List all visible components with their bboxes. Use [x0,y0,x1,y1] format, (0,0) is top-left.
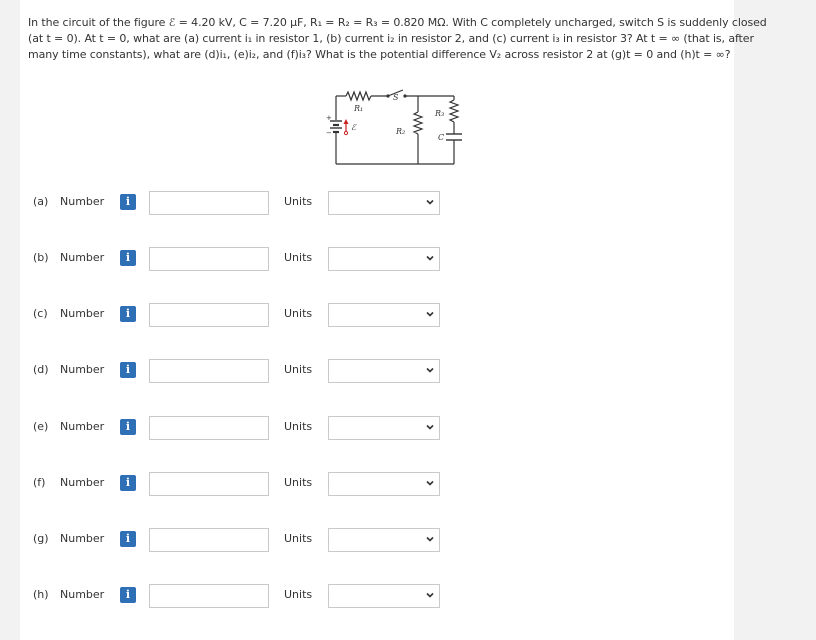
number-label: Number [60,420,105,433]
units-select[interactable] [328,247,440,271]
info-icon[interactable]: i [120,194,136,210]
number-label: Number [60,307,105,320]
units-select[interactable] [328,303,440,327]
number-label: Number [60,588,105,601]
units-select[interactable] [328,191,440,215]
part-letter: (g) [33,532,49,545]
minus-label: − [326,129,332,137]
number-input[interactable] [149,416,269,440]
part-letter: (b) [33,251,49,264]
info-icon[interactable]: i [120,362,136,378]
r3-resistor [450,100,458,122]
circuit-diagram [306,86,476,172]
question-line-3: many time constants), what are (d)i₁, (e)i₂, and (f)i₃? What is the potential difference V₂ across resistor 2 at (g)t = 0 and (h)t = ∞? [28,48,731,61]
part-letter: (c) [33,307,48,320]
part-letter: (a) [33,195,49,208]
units-select[interactable] [328,528,440,552]
units-label: Units [284,363,313,376]
units-select[interactable] [328,472,440,496]
answer-row [20,472,734,496]
units-label: Units [284,420,313,433]
chevron-down-icon [425,365,435,375]
units-select[interactable] [328,359,440,383]
number-input[interactable] [149,191,269,215]
number-label: Number [60,195,105,208]
question-text [28,15,767,63]
info-icon[interactable]: i [120,306,136,322]
units-select[interactable] [328,584,440,608]
units-label: Units [284,532,313,545]
answer-row [20,416,734,440]
units-label: Units [284,251,313,264]
number-input[interactable] [149,303,269,327]
number-label: Number [60,532,105,545]
answer-row [20,359,734,383]
chevron-down-icon [425,422,435,432]
capacitor [446,134,462,140]
part-letter: (e) [33,420,49,433]
part-letter: (h) [33,588,49,601]
part-letter: (d) [33,363,49,376]
units-label: Units [284,195,313,208]
answer-row [20,584,734,608]
question-line-1: In the circuit of the figure ℰ = 4.20 kV, C = 7.20 μF, R₁ = R₂ = R₃ = 0.820 MΩ. With C completely uncharged, switch S is suddenly closed [28,16,767,29]
question-line-2: (at t = 0). At t = 0, what are (a) current i₁ in resistor 1, (b) current i₂ in resistor 2, and (c) current i₃ in resistor 3? At t = ∞ (that is, after [28,32,754,45]
info-icon[interactable]: i [120,250,136,266]
answer-row [20,303,734,327]
chevron-down-icon [425,590,435,600]
number-input[interactable] [149,584,269,608]
cap-label: C [438,133,445,142]
question-card [20,0,767,640]
number-input[interactable] [149,472,269,496]
number-label: Number [60,476,105,489]
chevron-down-icon [425,197,435,207]
number-input[interactable] [149,359,269,383]
r1-resistor [346,92,371,100]
part-letter: (f) [33,476,46,489]
answer-row [20,191,734,215]
number-label: Number [60,251,105,264]
switch-label: S [393,93,399,102]
r2-resistor [414,112,422,134]
answer-row [20,528,734,552]
info-icon[interactable]: i [120,531,136,547]
units-label: Units [284,476,313,489]
units-label: Units [284,588,313,601]
chevron-down-icon [425,478,435,488]
number-input[interactable] [149,247,269,271]
number-input[interactable] [149,528,269,552]
r2-label: R₂ [396,127,406,136]
info-icon[interactable]: i [120,419,136,435]
answer-row [20,247,734,271]
units-select[interactable] [328,416,440,440]
chevron-down-icon [425,309,435,319]
info-icon[interactable]: i [120,587,136,603]
info-icon[interactable]: i [120,475,136,491]
emf-label: ℰ [351,123,356,132]
number-label: Number [60,363,105,376]
r3-label: R₃ [435,109,445,118]
chevron-down-icon [425,253,435,263]
units-label: Units [284,307,313,320]
r1-label: R₁ [354,104,364,113]
plus-label: + [326,114,332,122]
emf-arrow [344,119,349,135]
chevron-down-icon [425,534,435,544]
